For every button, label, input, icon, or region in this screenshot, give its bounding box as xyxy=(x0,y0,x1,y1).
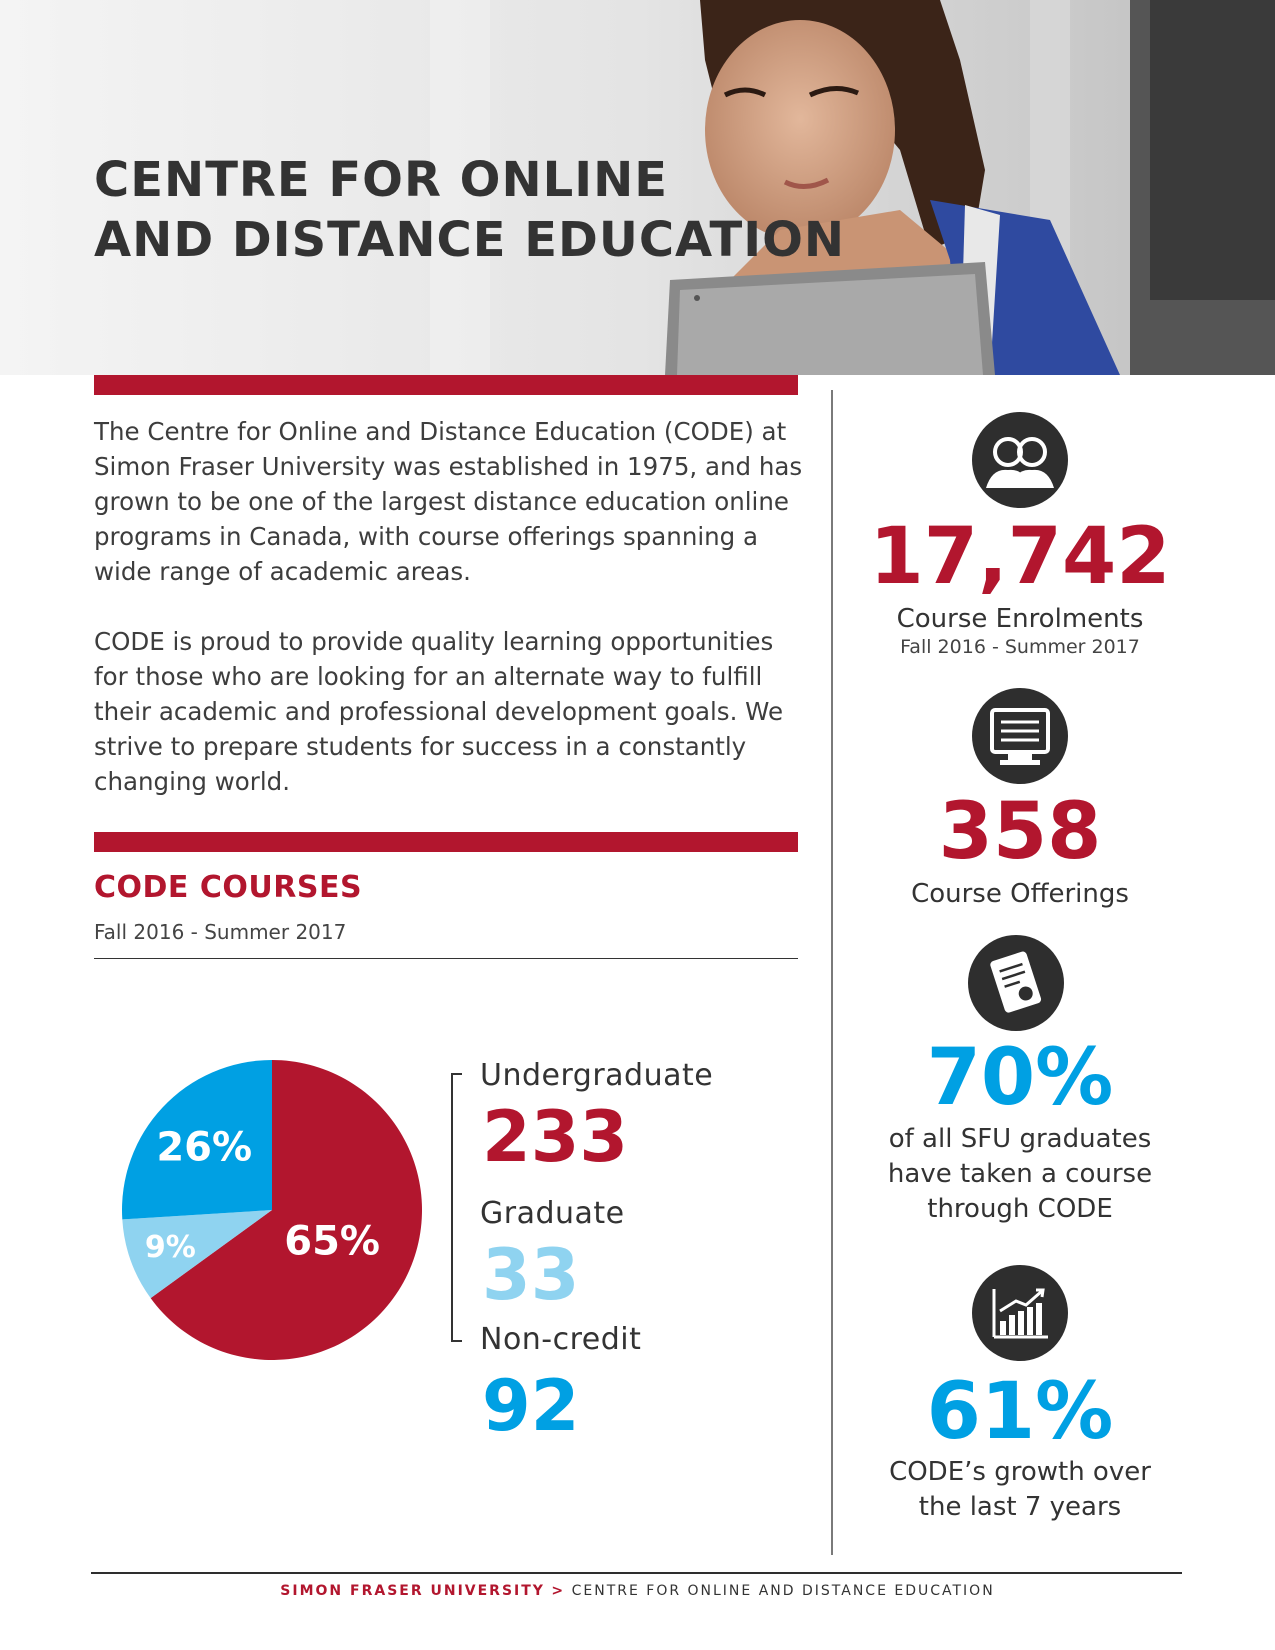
stat-graduates-label-line2: have taken a course xyxy=(887,1159,1153,1189)
people-icon xyxy=(972,412,1068,508)
monitor-icon xyxy=(972,688,1068,784)
footer-rule xyxy=(91,1572,1182,1574)
section-divider-top xyxy=(94,375,798,395)
stat-growth-label xyxy=(855,1455,1185,1525)
footer-separator: > xyxy=(551,1583,566,1599)
column-divider xyxy=(831,390,833,1555)
courses-heading: CODE COURSES xyxy=(94,870,363,905)
growth-chart-icon xyxy=(972,1265,1068,1361)
page-title-line2: AND DISTANCE EDUCATION xyxy=(94,212,846,268)
certificate-icon xyxy=(968,935,1064,1031)
courses-rule xyxy=(94,958,798,959)
stat-enrolments-label: Course Enrolments xyxy=(896,604,1144,634)
pie-label-graduate: 9% xyxy=(144,1230,196,1266)
section-divider-courses xyxy=(94,832,798,852)
pie-label-non-credit: 26% xyxy=(156,1124,253,1171)
stat-enrolments-period: Fall 2016 - Summer 2017 xyxy=(900,636,1140,658)
intro-text xyxy=(94,414,809,834)
courses-pie-chart xyxy=(112,1050,432,1370)
legend-graduate-label: Graduate xyxy=(480,1196,625,1231)
footer-org: SIMON FRASER UNIVERSITY xyxy=(280,1583,545,1599)
legend-bracket xyxy=(448,1070,468,1345)
legend-undergraduate-value: 233 xyxy=(482,1096,629,1178)
stat-growth-label-line2: the last 7 years xyxy=(918,1492,1122,1522)
page-title xyxy=(94,150,845,270)
pie-label-undergraduate: 65% xyxy=(284,1218,381,1265)
page-title-line1: CENTRE FOR ONLINE xyxy=(94,152,669,208)
stat-growth-label-line1: CODE’s growth over xyxy=(889,1457,1151,1487)
footer xyxy=(0,1583,1275,1599)
stat-growth-value: 61% xyxy=(926,1367,1114,1457)
stat-offerings-label: Course Offerings xyxy=(911,879,1129,909)
stat-graduates-label-line1: of all SFU graduates xyxy=(888,1124,1152,1154)
stat-graduates-label-line3: through CODE xyxy=(927,1194,1113,1224)
legend-graduate-value: 33 xyxy=(482,1234,580,1316)
legend-noncredit-value: 92 xyxy=(482,1365,580,1447)
hero-banner xyxy=(0,0,1275,375)
footer-unit: CENTRE FOR ONLINE AND DISTANCE EDUCATION xyxy=(571,1583,995,1599)
stat-graduates-label xyxy=(855,1122,1185,1227)
legend-noncredit-label: Non-credit xyxy=(480,1322,642,1357)
intro-paragraph-2: CODE is proud to provide quality learning opportunities for those who are looking for an alternate way to fulfill their academic and professional development goals. We strive to prepare students for success in a constantly changing world. xyxy=(94,627,784,796)
courses-period: Fall 2016 - Summer 2017 xyxy=(94,920,347,944)
intro-paragraph-1: The Centre for Online and Distance Education (CODE) at Simon Fraser University was established in 1975, and has grown to be one of the largest distance education online programs in Canada, with course offerings spanning a wide range of academic areas. xyxy=(94,417,803,586)
stat-offerings-value: 358 xyxy=(938,787,1102,877)
legend-undergraduate-label: Undergraduate xyxy=(480,1058,714,1093)
stat-graduates-value: 70% xyxy=(926,1033,1114,1123)
stat-enrolments-value: 17,742 xyxy=(869,512,1171,602)
